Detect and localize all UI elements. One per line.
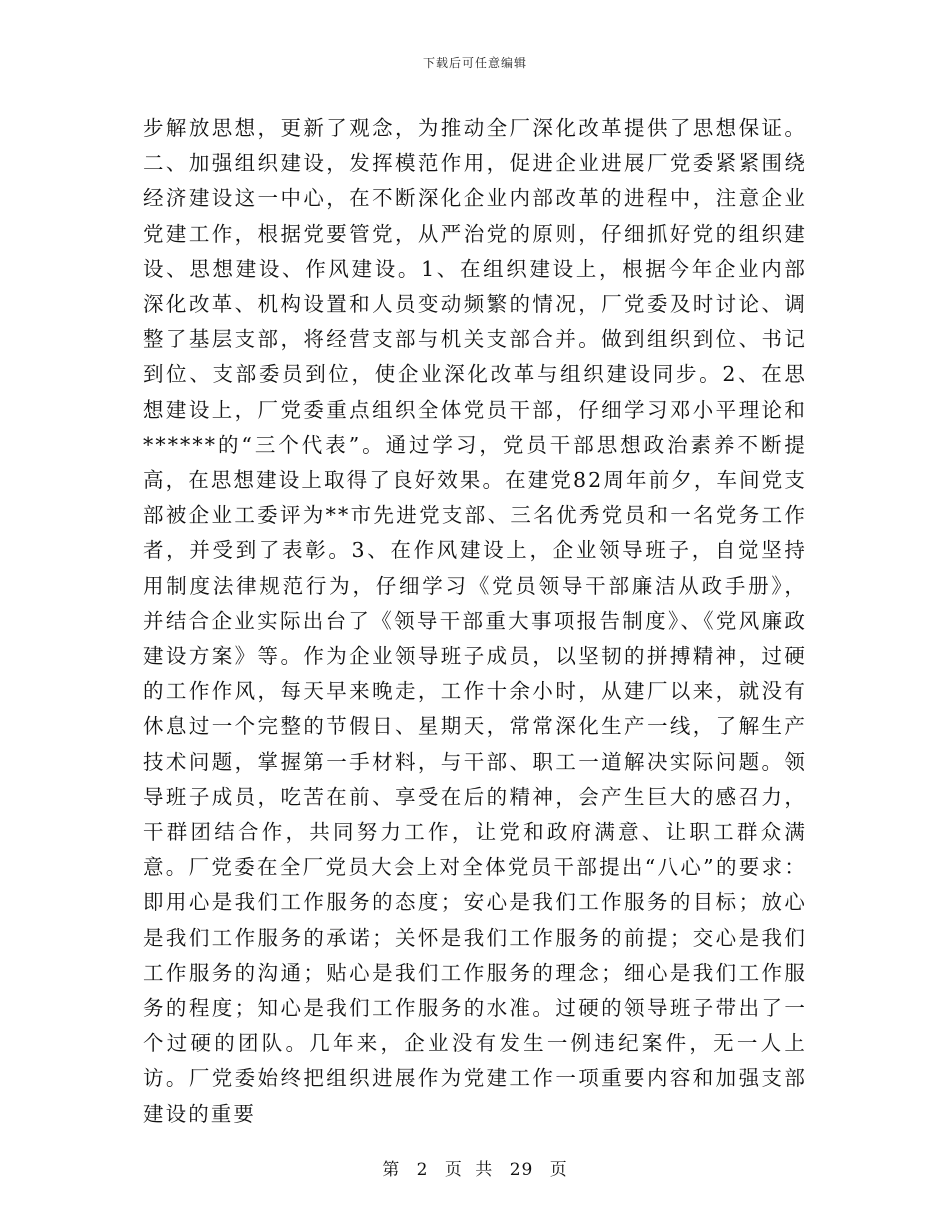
footer-page-number: 2	[416, 1160, 429, 1180]
page-footer	[0, 1155, 950, 1180]
footer-page-prefix: 第	[382, 1160, 401, 1180]
header-note: 下载后可任意编辑	[422, 56, 527, 70]
footer-page-total: 29	[509, 1160, 534, 1180]
footer-page-suffix: 页	[549, 1160, 568, 1180]
body-paragraph: 步解放思想，更新了观念，为推动全厂深化改革提供了思想保证。二、加强组织建设，发挥模范作用，促进企业进展厂党委紧紧围绕经济建设这一中心，在不断深化企业内部改革的进程中，注意企业党建工作，根据党要管党，从严治党的原则，仔细抓好党的组织建设、思想建设、作风建设。1、在组织建设上，根据今年企业内部深化改革、机构设置和人员变动频繁的情况，厂党委及时讨论、调整了基层支部，将经营支部与机关支部合并。做到组织到位、书记到位、支部委员到位，使企业深化改革与组织建设同步。2、在思想建设上，厂党委重点组织全体党员干部，仔细学习邓小平理论和******的“三个代表”。通过学习，党员干部思想政治素养不断提高，在思想建设上取得了良好效果。在建党82周年前夕，车间党支部被企业工委评为**市先进党支部、三名优秀党员和一名党务工作者，并受到了表彰。3、在作风建设上，企业领导班子，自觉坚持用制度法律规范行为，仔细学习《党员领导干部廉洁从政手册》，并结合企业实际出台了《领导干部重大事项报告制度》、《党风廉政建设方案》等。作为企业领导班子成员，以坚韧的拼搏精神，过硬的工作作风，每天早来晚走，工作十余小时，从建厂以来，就没有休息过一个完整的节假日、星期天，常常深化生产一线，了解生产技术问题，掌握第一手材料，与干部、职工一道解决实际问题。领导班子成员，吃苦在前、享受在后的精神，会产生巨大的感召力，干群团结合作，共同努力工作，让党和政府满意、让职工群众满意。厂党委在全厂党员大会上对全体党员干部提出“八心”的要求：即用心是我们工作服务的态度；安心是我们工作服务的目标；放心是我们工作服务的承诺；关怀是我们工作服务的前提；交心是我们工作服务的沟通；贴心是我们工作服务的理念；细心是我们工作服务的程度；知心是我们工作服务的水准。过硬的领导班子带出了一个过硬的团队。几年来，企业没有发生一例违纪案件，无一人上访。厂党委始终把组织进展作为党建工作一项重要内容和加强支部建设的重要	[143, 116, 807, 1126]
footer-page-mid: 页 共	[444, 1160, 494, 1180]
